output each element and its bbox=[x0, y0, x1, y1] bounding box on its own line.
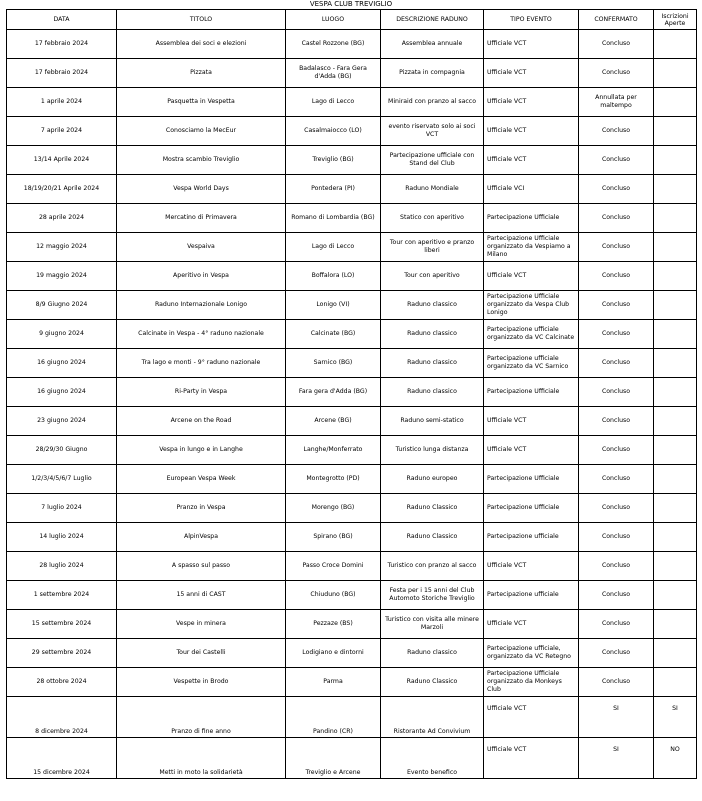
cell-iscrizioni bbox=[654, 146, 697, 175]
table-row bbox=[7, 146, 697, 175]
cell-tipo: Partecipazione Ufficiale bbox=[484, 378, 579, 407]
cell-confermato: Concluso bbox=[579, 30, 654, 59]
cell-iscrizioni bbox=[654, 378, 697, 407]
cell-data: 17 febbraio 2024 bbox=[7, 30, 117, 59]
cell-tipo: Ufficiale VCT bbox=[484, 407, 579, 436]
cell-data: 19 maggio 2024 bbox=[7, 262, 117, 291]
table-row bbox=[7, 697, 697, 738]
cell-descrizione: Festa per i 15 anni del Club Automoto Storiche Treviglio bbox=[381, 581, 484, 610]
cell-data: 29 settembre 2024 bbox=[7, 639, 117, 668]
cell-confermato: Concluso bbox=[579, 581, 654, 610]
cell-titolo: Ri-Party in Vespa bbox=[117, 378, 286, 407]
cell-titolo: Calcinate in Vespa - 4° raduno nazionale bbox=[117, 320, 286, 349]
cell-data: 28 luglio 2024 bbox=[7, 552, 117, 581]
table-row bbox=[7, 639, 697, 668]
cell-descrizione: Tour con aperitivo e pranzo liberi bbox=[381, 233, 484, 262]
cell-titolo: Tour dei Castelli bbox=[117, 639, 286, 668]
cell-descrizione: Evento benefico bbox=[381, 738, 484, 779]
table-row bbox=[7, 610, 697, 639]
cell-descrizione: Raduno classico bbox=[381, 291, 484, 320]
cell-data: 14 luglio 2024 bbox=[7, 523, 117, 552]
header-row bbox=[7, 10, 697, 30]
cell-tipo: Ufficiale VCT bbox=[484, 262, 579, 291]
cell-descrizione: Turistico lunga distanza bbox=[381, 436, 484, 465]
col-header-iscrizioni: Iscrizioni Aperte bbox=[654, 10, 697, 30]
cell-luogo: Chiuduno (BG) bbox=[286, 581, 381, 610]
cell-tipo: Ufficiale VCT bbox=[484, 30, 579, 59]
cell-titolo: Raduno Internazionale Lonigo bbox=[117, 291, 286, 320]
cell-data: 7 luglio 2024 bbox=[7, 494, 117, 523]
cell-descrizione: Raduno Classico bbox=[381, 523, 484, 552]
cell-confermato: Concluso bbox=[579, 233, 654, 262]
cell-iscrizioni bbox=[654, 523, 697, 552]
cell-luogo: Casalmaiocco (LO) bbox=[286, 117, 381, 146]
cell-iscrizioni: SI bbox=[654, 697, 697, 738]
table-row bbox=[7, 88, 697, 117]
events-table bbox=[6, 9, 697, 779]
cell-titolo: Metti in moto la solidarietà bbox=[117, 738, 286, 779]
cell-confermato: Concluso bbox=[579, 204, 654, 233]
cell-data: 7 aprile 2024 bbox=[7, 117, 117, 146]
cell-iscrizioni bbox=[654, 30, 697, 59]
cell-titolo: AlpinVespa bbox=[117, 523, 286, 552]
cell-luogo: Sarnico (BG) bbox=[286, 349, 381, 378]
cell-confermato: Concluso bbox=[579, 552, 654, 581]
cell-data: 23 giugno 2024 bbox=[7, 407, 117, 436]
cell-tipo: Partecipazione ufficiale bbox=[484, 581, 579, 610]
table-row bbox=[7, 523, 697, 552]
cell-titolo: Vespa in lungo e in Langhe bbox=[117, 436, 286, 465]
cell-tipo: Partecipazione Ufficiale organizzato da Monkeys Club bbox=[484, 668, 579, 697]
cell-data: 15 dicembre 2024 bbox=[7, 738, 117, 779]
cell-iscrizioni bbox=[654, 494, 697, 523]
cell-iscrizioni: NO bbox=[654, 738, 697, 779]
col-header-luogo: LUOGO bbox=[286, 10, 381, 30]
cell-data: 18/19/20/21 Aprile 2024 bbox=[7, 175, 117, 204]
cell-descrizione: Raduno classico bbox=[381, 349, 484, 378]
cell-tipo: Ufficiale VCT bbox=[484, 697, 579, 738]
cell-data: 12 maggio 2024 bbox=[7, 233, 117, 262]
cell-luogo: Passo Croce Domini bbox=[286, 552, 381, 581]
cell-confermato: Concluso bbox=[579, 668, 654, 697]
cell-confermato: Concluso bbox=[579, 436, 654, 465]
table-row bbox=[7, 581, 697, 610]
cell-data: 17 febbraio 2024 bbox=[7, 59, 117, 88]
table-row bbox=[7, 407, 697, 436]
cell-confermato: Concluso bbox=[579, 465, 654, 494]
table-row bbox=[7, 59, 697, 88]
cell-descrizione: Raduno classico bbox=[381, 378, 484, 407]
cell-confermato: Concluso bbox=[579, 349, 654, 378]
cell-descrizione: Turistico con pranzo al sacco bbox=[381, 552, 484, 581]
cell-tipo: Partecipazione Ufficiale bbox=[484, 204, 579, 233]
cell-luogo: Treviglio e Arcene bbox=[286, 738, 381, 779]
cell-descrizione: Statico con aperitivo bbox=[381, 204, 484, 233]
cell-confermato: SI bbox=[579, 697, 654, 738]
cell-confermato: Concluso bbox=[579, 146, 654, 175]
cell-iscrizioni bbox=[654, 639, 697, 668]
table-row bbox=[7, 378, 697, 407]
cell-descrizione: evento riservato solo ai soci VCT bbox=[381, 117, 484, 146]
cell-tipo: Ufficiale VCT bbox=[484, 117, 579, 146]
cell-confermato: Concluso bbox=[579, 175, 654, 204]
col-header-confermato: CONFERMATO bbox=[579, 10, 654, 30]
cell-luogo: Parma bbox=[286, 668, 381, 697]
cell-descrizione: Raduno classico bbox=[381, 320, 484, 349]
cell-titolo: Conosciamo la MecEur bbox=[117, 117, 286, 146]
cell-luogo: Lago di Lecco bbox=[286, 233, 381, 262]
cell-tipo: Ufficiale VCT bbox=[484, 59, 579, 88]
cell-descrizione: Raduno semi-statico bbox=[381, 407, 484, 436]
cell-titolo: Vespa World Days bbox=[117, 175, 286, 204]
cell-luogo: Romano di Lombardia (BG) bbox=[286, 204, 381, 233]
cell-data: 8/9 Giugno 2024 bbox=[7, 291, 117, 320]
table-row bbox=[7, 117, 697, 146]
cell-luogo: Treviglio (BG) bbox=[286, 146, 381, 175]
cell-tipo: Partecipazione Ufficiale bbox=[484, 465, 579, 494]
cell-data: 28 ottobre 2024 bbox=[7, 668, 117, 697]
cell-tipo: Partecipazione Ufficiale bbox=[484, 494, 579, 523]
cell-titolo: Pizzata bbox=[117, 59, 286, 88]
cell-titolo: Pranzo di fine anno bbox=[117, 697, 286, 738]
cell-luogo: Calcinate (BG) bbox=[286, 320, 381, 349]
col-header-titolo: TITOLO bbox=[117, 10, 286, 30]
cell-iscrizioni bbox=[654, 117, 697, 146]
cell-data: 15 settembre 2024 bbox=[7, 610, 117, 639]
cell-descrizione: Raduno europeo bbox=[381, 465, 484, 494]
cell-confermato: SI bbox=[579, 738, 654, 779]
cell-luogo: Langhe/Monferrato bbox=[286, 436, 381, 465]
cell-iscrizioni bbox=[654, 88, 697, 117]
cell-data: 9 giugno 2024 bbox=[7, 320, 117, 349]
cell-confermato: Concluso bbox=[579, 59, 654, 88]
table-row bbox=[7, 291, 697, 320]
col-header-data: DATA bbox=[7, 10, 117, 30]
cell-tipo: Partecipazione ufficiale, organizzato da VC Retegno bbox=[484, 639, 579, 668]
table-row bbox=[7, 668, 697, 697]
cell-iscrizioni bbox=[654, 320, 697, 349]
table-row bbox=[7, 552, 697, 581]
table-row bbox=[7, 494, 697, 523]
cell-luogo: Morengo (BG) bbox=[286, 494, 381, 523]
cell-iscrizioni bbox=[654, 552, 697, 581]
cell-iscrizioni bbox=[654, 465, 697, 494]
cell-tipo: Partecipazione Ufficiale organizzato da Vespa Club Lonigo bbox=[484, 291, 579, 320]
cell-iscrizioni bbox=[654, 436, 697, 465]
cell-iscrizioni bbox=[654, 175, 697, 204]
cell-data: 13/14 Aprile 2024 bbox=[7, 146, 117, 175]
cell-descrizione: Pizzata in compagnia bbox=[381, 59, 484, 88]
table-row bbox=[7, 233, 697, 262]
cell-titolo: Vespe in minera bbox=[117, 610, 286, 639]
cell-titolo: European Vespa Week bbox=[117, 465, 286, 494]
cell-tipo: Ufficiale VCT bbox=[484, 146, 579, 175]
cell-iscrizioni bbox=[654, 262, 697, 291]
cell-descrizione: Raduno Classico bbox=[381, 668, 484, 697]
cell-titolo: Vespaiva bbox=[117, 233, 286, 262]
cell-descrizione: Raduno classico bbox=[381, 639, 484, 668]
cell-luogo: Castel Rozzone (BG) bbox=[286, 30, 381, 59]
table-row bbox=[7, 204, 697, 233]
cell-tipo: Ufficiale VCT bbox=[484, 738, 579, 779]
cell-confermato: Concluso bbox=[579, 320, 654, 349]
cell-descrizione: Turistico con visita alle minere Marzoli bbox=[381, 610, 484, 639]
cell-titolo: Mercatino di Primavera bbox=[117, 204, 286, 233]
cell-titolo: 15 anni di CAST bbox=[117, 581, 286, 610]
cell-tipo: Ufficiale VCT bbox=[484, 88, 579, 117]
cell-descrizione: Raduno Mondiale bbox=[381, 175, 484, 204]
col-header-descrizione: DESCRIZIONE RADUNO bbox=[381, 10, 484, 30]
cell-tipo: Partecipazione ufficiale organizzato da VC Calcinate bbox=[484, 320, 579, 349]
cell-tipo: Ufficiale VCT bbox=[484, 610, 579, 639]
cell-confermato: Concluso bbox=[579, 117, 654, 146]
cell-iscrizioni bbox=[654, 668, 697, 697]
cell-iscrizioni bbox=[654, 233, 697, 262]
cell-iscrizioni bbox=[654, 349, 697, 378]
cell-confermato: Concluso bbox=[579, 291, 654, 320]
cell-iscrizioni bbox=[654, 204, 697, 233]
cell-luogo: Badalasco - Fara Gera d'Adda (BG) bbox=[286, 59, 381, 88]
table-row bbox=[7, 436, 697, 465]
cell-luogo: Boffalora (LO) bbox=[286, 262, 381, 291]
cell-tipo: Ufficiale VCI bbox=[484, 175, 579, 204]
cell-confermato: Annullata per maltempo bbox=[579, 88, 654, 117]
cell-tipo: Ufficiale VCT bbox=[484, 552, 579, 581]
cell-descrizione: Ristorante Ad Convivium bbox=[381, 697, 484, 738]
cell-titolo: A spasso sul passo bbox=[117, 552, 286, 581]
cell-iscrizioni bbox=[654, 291, 697, 320]
cell-data: 28 aprile 2024 bbox=[7, 204, 117, 233]
cell-titolo: Pranzo in Vespa bbox=[117, 494, 286, 523]
cell-titolo: Aperitivo in Vespa bbox=[117, 262, 286, 291]
cell-titolo: Tra lago e monti - 9° raduno nazionale bbox=[117, 349, 286, 378]
cell-confermato: Concluso bbox=[579, 523, 654, 552]
cell-confermato: Concluso bbox=[579, 639, 654, 668]
cell-data: 1 aprile 2024 bbox=[7, 88, 117, 117]
cell-confermato: Concluso bbox=[579, 407, 654, 436]
cell-data: 16 giugno 2024 bbox=[7, 378, 117, 407]
cell-tipo: Partecipazione ufficiale organizzato da VC Sarnico bbox=[484, 349, 579, 378]
cell-luogo: Pontedera (PI) bbox=[286, 175, 381, 204]
table-row bbox=[7, 349, 697, 378]
cell-data: 1 settembre 2024 bbox=[7, 581, 117, 610]
cell-descrizione: Tour con aperitivo bbox=[381, 262, 484, 291]
cell-descrizione: Partecipazione ufficiale con Stand del Club bbox=[381, 146, 484, 175]
cell-luogo: Pandino (CR) bbox=[286, 697, 381, 738]
col-header-tipo: TIPO EVENTO bbox=[484, 10, 579, 30]
cell-data: 8 dicembre 2024 bbox=[7, 697, 117, 738]
cell-luogo: Lonigo (VI) bbox=[286, 291, 381, 320]
cell-tipo: Partecipazione ufficiale bbox=[484, 523, 579, 552]
cell-luogo: Lago di Lecco bbox=[286, 88, 381, 117]
cell-iscrizioni bbox=[654, 59, 697, 88]
table-body bbox=[7, 30, 697, 779]
cell-data: 28/29/30 Giugno bbox=[7, 436, 117, 465]
cell-titolo: Mostra scambio Treviglio bbox=[117, 146, 286, 175]
cell-luogo: Spirano (BG) bbox=[286, 523, 381, 552]
cell-luogo: Pezzaze (BS) bbox=[286, 610, 381, 639]
cell-titolo: Pasquetta in Vespetta bbox=[117, 88, 286, 117]
cell-descrizione: Miniraid con pranzo al sacco bbox=[381, 88, 484, 117]
cell-iscrizioni bbox=[654, 407, 697, 436]
cell-luogo: Montegrotto (PD) bbox=[286, 465, 381, 494]
cell-luogo: Lodigiano e dintorni bbox=[286, 639, 381, 668]
table-row bbox=[7, 175, 697, 204]
cell-confermato: Concluso bbox=[579, 494, 654, 523]
cell-titolo: Assemblea dei soci e elezioni bbox=[117, 30, 286, 59]
table-row bbox=[7, 465, 697, 494]
cell-luogo: Arcene (BG) bbox=[286, 407, 381, 436]
cell-confermato: Concluso bbox=[579, 610, 654, 639]
table-row bbox=[7, 738, 697, 779]
cell-descrizione: Raduno Classico bbox=[381, 494, 484, 523]
cell-iscrizioni bbox=[654, 581, 697, 610]
table-row bbox=[7, 262, 697, 291]
cell-iscrizioni bbox=[654, 610, 697, 639]
table-row bbox=[7, 320, 697, 349]
cell-tipo: Partecipazione Ufficiale organizzato da Vespiamo a Milano bbox=[484, 233, 579, 262]
cell-data: 16 giugno 2024 bbox=[7, 349, 117, 378]
document-title: VESPA CLUB TREVIGLIO bbox=[309, 0, 393, 8]
cell-descrizione: Assemblea annuale bbox=[381, 30, 484, 59]
cell-confermato: Concluso bbox=[579, 262, 654, 291]
cell-luogo: Fara gera d'Adda (BG) bbox=[286, 378, 381, 407]
cell-data: 1/2/3/4/5/6/7 Luglio bbox=[7, 465, 117, 494]
cell-titolo: Arcene on the Road bbox=[117, 407, 286, 436]
cell-tipo: Ufficiale VCT bbox=[484, 436, 579, 465]
table-row bbox=[7, 30, 697, 59]
cell-titolo: Vespette in Brodo bbox=[117, 668, 286, 697]
cell-confermato: Concluso bbox=[579, 378, 654, 407]
